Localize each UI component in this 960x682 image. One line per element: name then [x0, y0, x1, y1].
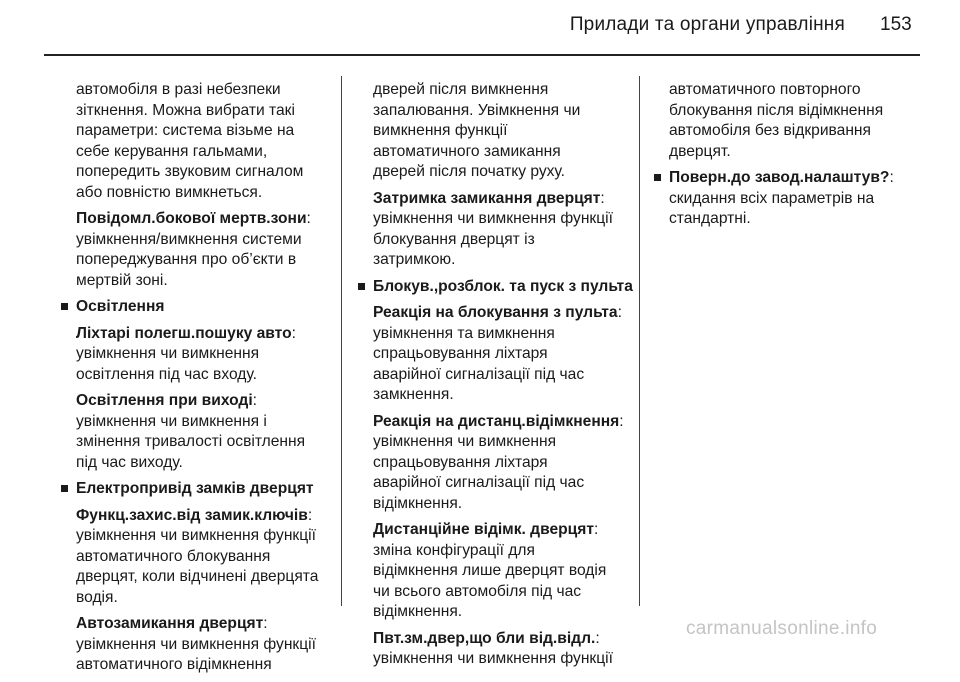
bullet-square-icon	[61, 303, 68, 310]
bullet-square-icon	[654, 174, 661, 181]
setting-title: Повідомл.бокової мертв.зони	[76, 210, 307, 227]
setting-entry: Освітлення при виході: увімкнення чи вимкнення і змінення тривалості освітлення під час виходу.	[76, 392, 306, 471]
setting-entry: Повідомл.бокової мертв.зони: увімкнення/вимкнення системи попереджування про об’єкти в мертвій зоні.	[76, 210, 311, 289]
setting-title: Ліхтарі полегш.пошуку авто	[76, 324, 292, 342]
setting-title: Пвт.зм.двер,що бли від.відл.	[373, 629, 596, 647]
paragraph: дверей після вимкнення запалювання. Увімкнення чи вимкнення функції автоматичного замикання дверей після початку руху.	[373, 81, 581, 180]
text-column-2	[373, 80, 635, 676]
section-heading: Електропривід замків дверцят	[76, 480, 314, 497]
bullet-square-icon	[61, 485, 68, 492]
column-divider	[639, 76, 640, 606]
setting-entry: Функц.захис.від замик.ключів: увімкнення чи вимкнення функції автоматичного блокування дверцят, коли відчинені дверцята водія.	[76, 506, 319, 606]
text-column-3	[669, 80, 931, 236]
section-heading: Блокув.,розблок. та пуск з пульта	[373, 277, 633, 295]
text-column-1	[76, 80, 338, 682]
watermark: carmanualsonline.info	[686, 618, 878, 639]
page-title: Прилади та органи управління	[569, 14, 845, 35]
setting-title: Дистанційне відімк. дверцят	[373, 521, 594, 538]
setting-entry: Автозамикання дверцят: увімкнення чи вимкнення функції автоматичного відімкнення	[76, 615, 316, 673]
setting-entry: Затримка замикання дверцят: увімкнення чи вимкнення функції блокування дверцят із затримкою.	[373, 189, 613, 268]
setting-title: Реакція на дистанц.відімкнення	[373, 412, 620, 430]
setting-title: Затримка замикання дверцят	[373, 189, 601, 207]
section-bullet	[76, 297, 338, 318]
setting-title: Автозамикання дверцят	[76, 615, 264, 632]
setting-entry: Пвт.зм.двер,що бли від.відл.: увімкнення чи вимкнення функції	[373, 629, 613, 667]
section-bullet	[373, 277, 635, 298]
paragraph: автоматичного повторного блокування після відімкнення автомобіля без відкривання дверцят.	[669, 81, 884, 160]
setting-entry: Реакція на блокування з пульта: увімкнення та вимкнення спрацьовування ліхтаря аварійної сигналізації під час замкнення.	[373, 304, 622, 403]
header-divider	[44, 54, 920, 56]
setting-entry: Ліхтарі полегш.пошуку авто: увімкнення чи вимкнення освітлення під час входу.	[76, 324, 296, 383]
column-divider	[341, 76, 342, 606]
section-bullet	[76, 479, 338, 500]
page-number: 153	[880, 14, 912, 35]
section-bullet: Поверн.до завод.налаштув?: скидання всіх параметрів на стандартні.	[669, 168, 931, 230]
setting-title: Реакція на блокування з пульта	[373, 304, 618, 321]
bullet-square-icon	[358, 283, 365, 290]
setting-entry: Реакція на дистанц.відімкнення: увімкнення чи вимкнення спрацьовування ліхтаря аварійної сигналізації під час відімкнення.	[373, 412, 624, 512]
section-heading: Освітлення	[76, 298, 165, 315]
setting-title: Освітлення при виході	[76, 392, 253, 409]
setting-title: Функц.захис.від замик.ключів	[76, 506, 308, 524]
section-heading: Поверн.до завод.налаштув?	[669, 169, 890, 186]
setting-entry: Дистанційне відімк. дверцят: зміна конфігурації для відімкнення лише дверцят водія чи всього автомобіля під час відімкнення.	[373, 521, 607, 620]
paragraph: автомобіля в разі небезпеки зіткнення. Можна вибрати такі параметри: система візьме на себе керування гальмами, попередить звуковим сигналом або повністю вимкнеться.	[76, 81, 304, 201]
